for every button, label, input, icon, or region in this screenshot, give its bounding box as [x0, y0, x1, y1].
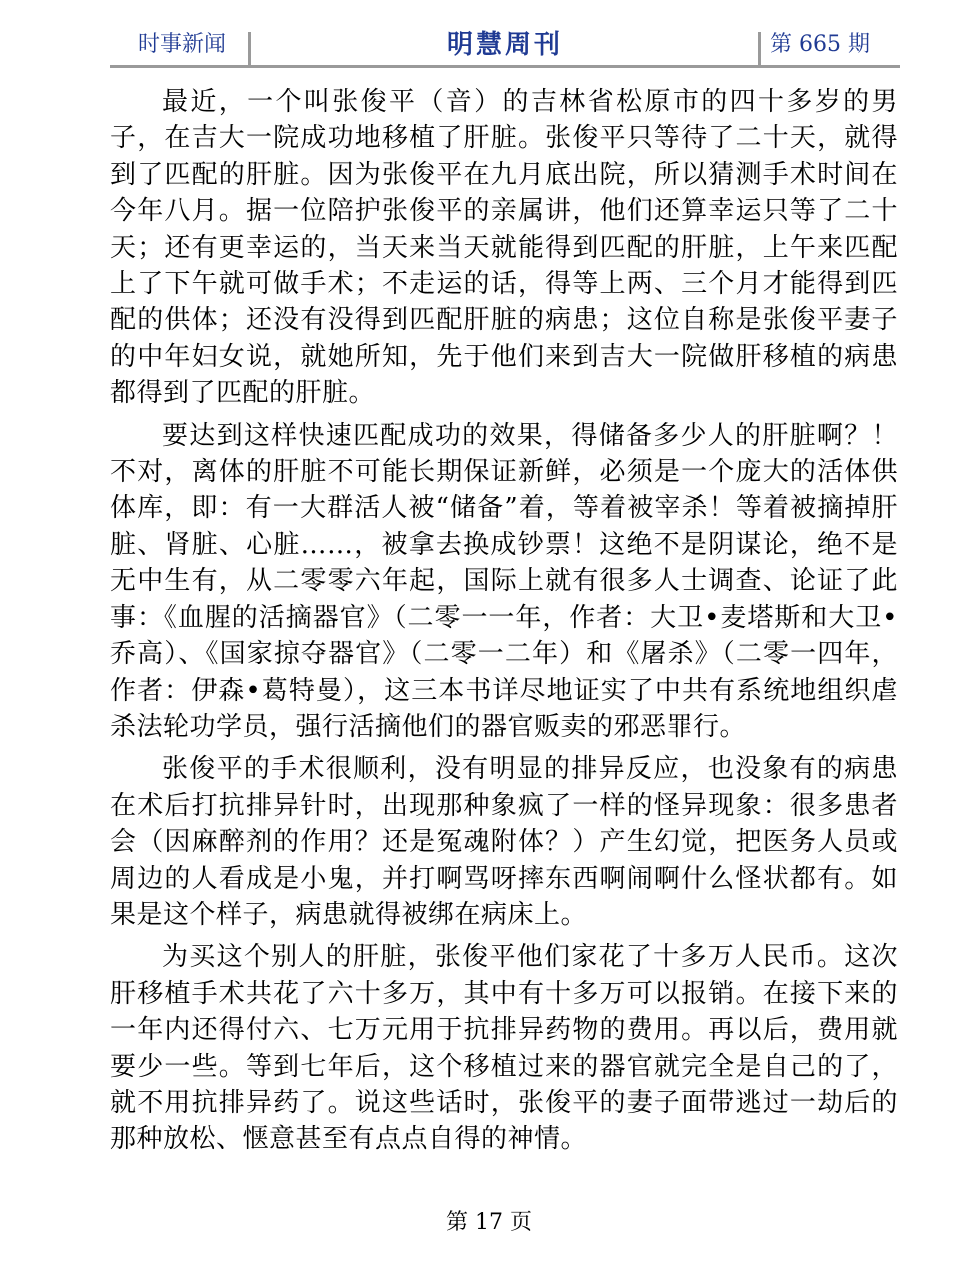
header-divider-right	[758, 32, 761, 68]
section-label: 时事新闻	[138, 32, 227, 57]
publication-title: 明慧周刊	[446, 30, 563, 60]
paragraph-1: 最近，一个叫张俊平（音）的吉林省松原市的四十多岁的男子，在吉大一院成功地移植了肝脏。张俊平只等待了二十天，就得到了匹配的肝脏。因为张俊平在九月底出院，所以猜测手术时间在今年八月。据一位陪护张俊平的亲属讲，他们还算幸运只等了二十天；还有更幸运的，当天来当天就能得到匹配的肝脏，上午来匹配上了下午就可做手术；不走运的话，得等上两、三个月才能得到匹配的供体；还没有没得到匹配肝脏的病患；这位自称是张俊平妻子的中年妇女说，就她所知，先于他们来到吉大一院做肝移植的病患都得到了匹配的肝脏。	[110, 87, 898, 409]
article-body	[110, 84, 898, 1164]
page-number: 第 17 页	[446, 1210, 532, 1235]
page-header	[110, 22, 900, 68]
header-rule	[110, 65, 900, 68]
paragraph-2: 要达到这样快速匹配成功的效果，得储备多少人的肝脏啊？！不对，离体的肝脏不可能长期保证新鲜，必须是一个庞大的活体供体库，即：有一大群活人被“储备”着，等着被宰杀！等着被摘掉肝脏、肾脏、心脏……，被拿去换成钞票！这绝不是阴谋论，绝不是无中生有，从二零零六年起，国际上就有很多人士调查、论证了此事：《血腥的活摘器官》（二零一一年，作者：大卫•麦塔斯和大卫•乔高）、《国家掠夺器官》（二零一二年）和《屠杀》（二零一四年，作者：伊森•葛特曼），这三本书详尽地证实了中共有系统地组织虐杀法轮功学员，强行活摘他们的器官贩卖的邪恶罪行。	[110, 420, 898, 742]
paragraph-4: 为买这个别人的肝脏，张俊平他们家花了十多万人民币。这次肝移植手术共花了六十多万，其中有十多万可以报销。在接下来的一年内还得付六、七万元用于抗排异药物的费用。再以后，费用就要少一些。等到七年后，这个移植过来的器官就完全是自己的了，就不用抗排异药了。说这些话时，张俊平的妻子面带逃过一劫后的那种放松、惬意甚至有点点自得的神情。	[110, 942, 898, 1155]
paragraph-3: 张俊平的手术很顺利，没有明显的排异反应，也没象有的病患在术后打抗排异针时，出现那种象疯了一样的怪异现象：很多患者会（因麻醉剂的作用？还是冤魂附体？）产生幻觉，把医务人员或周边的人看成是小鬼，并打啊骂呀摔东西啊闹啊什么怪状都有。如果是这个样子，病患就得被绑在病床上。	[110, 754, 898, 930]
issue-number: 第 665 期	[770, 32, 870, 57]
